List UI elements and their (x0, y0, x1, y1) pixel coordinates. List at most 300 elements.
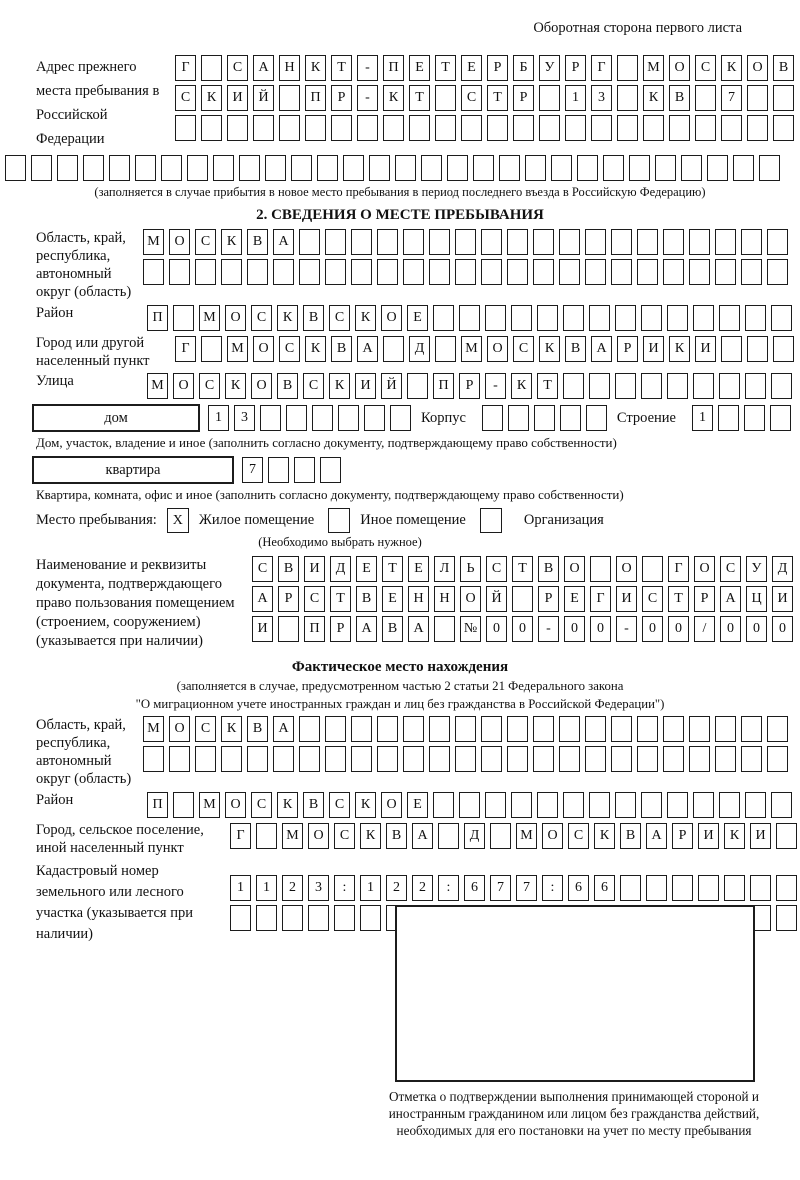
char-cell: В (538, 556, 559, 582)
char-cell: Е (564, 586, 585, 612)
char-cell (617, 55, 638, 81)
char-cell: В (331, 336, 352, 362)
char-cell: Т (435, 55, 456, 81)
char-cell: Е (407, 305, 428, 331)
char-cell: С (303, 373, 324, 399)
char-cell: - (357, 55, 378, 81)
prev-address-note: (заполняется в случае прибытия в новое место пребывания в период последнего въезда в Российскую Федерацию) (94, 185, 706, 199)
char-cell: - (538, 616, 559, 642)
char-cell: И (698, 823, 719, 849)
char-cell: Р (513, 85, 534, 111)
char-cell (278, 616, 299, 642)
char-cell (299, 259, 320, 285)
char-cell (745, 305, 766, 331)
char-cell: 1 (256, 875, 277, 901)
char-cell: К (329, 373, 350, 399)
char-cell: Й (486, 586, 507, 612)
char-cell (377, 716, 398, 742)
char-cell (585, 229, 606, 255)
char-cell (481, 229, 502, 255)
char-cell (667, 305, 688, 331)
char-cell (343, 155, 364, 181)
char-cell: Г (175, 336, 196, 362)
char-cell (615, 305, 636, 331)
char-row (252, 556, 793, 582)
char-cell: А (591, 336, 612, 362)
char-cell: Е (408, 556, 429, 582)
char-cell: К (277, 792, 298, 818)
actual-location-title: Фактическое место нахождения (291, 659, 509, 675)
char-cell: С (642, 586, 663, 612)
char-cell (109, 155, 130, 181)
char-cell: В (303, 792, 324, 818)
char-cell: Й (253, 85, 274, 111)
char-cell (646, 875, 667, 901)
char-cell (461, 115, 482, 141)
char-row (252, 586, 793, 612)
char-cell (741, 259, 762, 285)
korpus-cells (482, 405, 607, 431)
char-cell (741, 716, 762, 742)
house-note: Дом, участок, владение и иное (заполнить согласно документу, подтверждающему право собственности) (36, 435, 617, 450)
char-cell (407, 373, 428, 399)
char-cell: 2 (386, 875, 407, 901)
char-cell: С (720, 556, 741, 582)
char-cell (611, 259, 632, 285)
char-cell (143, 259, 164, 285)
char-cell (641, 792, 662, 818)
char-cell (403, 746, 424, 772)
char-cell: 6 (594, 875, 615, 901)
char-cell (559, 229, 580, 255)
char-cell (279, 115, 300, 141)
char-cell (641, 305, 662, 331)
char-cell (767, 259, 788, 285)
stay-type-option-organization: Организация (523, 512, 604, 528)
char-cell (247, 746, 268, 772)
char-cell: В (277, 373, 298, 399)
char-cell (377, 259, 398, 285)
char-cell (201, 55, 222, 81)
section2-title: 2. СВЕДЕНИЯ О МЕСТЕ ПРЕБЫВАНИЯ (256, 207, 544, 223)
char-cell (201, 115, 222, 141)
char-row (147, 792, 792, 818)
district-field (36, 305, 800, 331)
char-cell (334, 905, 355, 931)
char-cell: Р (278, 586, 299, 612)
char-cell: Д (464, 823, 485, 849)
char-cell (351, 716, 372, 742)
char-row (147, 373, 792, 399)
char-cell (611, 229, 632, 255)
char-cell (533, 746, 554, 772)
char-cell: Е (409, 55, 430, 81)
char-cell (637, 259, 658, 285)
char-cell (767, 746, 788, 772)
char-cell: / (694, 616, 715, 642)
char-cell (693, 305, 714, 331)
char-cell: 0 (590, 616, 611, 642)
char-cell (672, 875, 693, 901)
char-row (175, 336, 794, 362)
char-cell (698, 875, 719, 901)
actual-city-field (36, 821, 800, 857)
char-cell: К (201, 85, 222, 111)
char-cell (719, 373, 740, 399)
char-cell: Р (565, 55, 586, 81)
char-cell: И (355, 373, 376, 399)
stay-type-checkbox-organization (480, 508, 502, 533)
char-cell (282, 905, 303, 931)
char-cell: И (227, 85, 248, 111)
right-doc-label: Наименование и реквизиты документа, подтверждающего право пользования помещением (строением, сооружением) (указывается при наличии) (36, 557, 235, 649)
char-cell: А (357, 336, 378, 362)
char-cell (533, 259, 554, 285)
char-cell (221, 259, 242, 285)
char-cell (508, 405, 529, 431)
char-cell (747, 85, 768, 111)
char-cell: Р (459, 373, 480, 399)
char-cell (507, 229, 528, 255)
char-cell: У (746, 556, 767, 582)
char-cell (715, 746, 736, 772)
char-cell: О (381, 305, 402, 331)
right-doc-grid (252, 556, 793, 642)
char-cell (256, 905, 277, 931)
char-cell: В (773, 55, 794, 81)
char-cell (455, 716, 476, 742)
stay-type-checkbox-residential: X (167, 508, 189, 533)
char-cell (227, 115, 248, 141)
char-cell: К (539, 336, 560, 362)
apartment-note: Квартира, комната, офис и иное (заполнить согласно документу, подтверждающему право собственности) (36, 487, 624, 502)
char-cell (485, 792, 506, 818)
char-cell (455, 259, 476, 285)
char-cell: В (565, 336, 586, 362)
char-row (143, 259, 788, 285)
char-cell: М (282, 823, 303, 849)
char-cell: Т (331, 55, 352, 81)
char-cell (563, 792, 584, 818)
actual-district-field (36, 792, 800, 818)
char-cell (721, 336, 742, 362)
char-cell (695, 85, 716, 111)
char-cell: Т (487, 85, 508, 111)
char-cell: Н (279, 55, 300, 81)
char-cell: - (616, 616, 637, 642)
char-cell: С (195, 229, 216, 255)
char-cell (260, 405, 281, 431)
actual-region-label: Область, край, республика, автономный округ (область) (36, 717, 132, 787)
char-cell (351, 259, 372, 285)
char-cell: К (721, 55, 742, 81)
char-cell (265, 155, 286, 181)
char-cell (617, 115, 638, 141)
char-cell (681, 155, 702, 181)
char-cell: К (594, 823, 615, 849)
char-cell: С (251, 305, 272, 331)
actual-city-label: Город, сельское поселение, иной населенный пункт (36, 822, 204, 856)
char-cell: М (143, 716, 164, 742)
char-cell (175, 115, 196, 141)
char-cell: О (251, 373, 272, 399)
char-cell: Г (591, 55, 612, 81)
char-cell (317, 155, 338, 181)
back-side-note: Оборотная сторона первого листа (533, 20, 742, 36)
char-cell (771, 305, 792, 331)
char-cell (642, 556, 663, 582)
char-cell: 0 (486, 616, 507, 642)
char-cell (286, 405, 307, 431)
char-cell: 1 (565, 85, 586, 111)
city-label: Город или другой населенный пункт (36, 335, 150, 369)
char-cell: М (199, 792, 220, 818)
char-cell: 0 (642, 616, 663, 642)
char-cell: О (564, 556, 585, 582)
char-cell (629, 155, 650, 181)
char-cell: В (620, 823, 641, 849)
char-cell (745, 373, 766, 399)
char-cell (485, 305, 506, 331)
char-cell (617, 85, 638, 111)
char-cell (291, 155, 312, 181)
char-cell: К (355, 305, 376, 331)
char-cell (585, 746, 606, 772)
char-cell (507, 259, 528, 285)
char-cell (663, 229, 684, 255)
char-row (175, 55, 794, 81)
char-row (143, 716, 788, 742)
char-cell: П (383, 55, 404, 81)
char-cell (585, 259, 606, 285)
char-cell (620, 875, 641, 901)
char-cell: С (199, 373, 220, 399)
char-cell: А (720, 586, 741, 612)
char-cell (383, 115, 404, 141)
char-cell: К (724, 823, 745, 849)
char-cell (741, 746, 762, 772)
char-cell: К (221, 716, 242, 742)
char-cell (669, 115, 690, 141)
stay-type-label: Место пребывания: (36, 512, 157, 528)
char-cell: Р (487, 55, 508, 81)
char-cell (513, 115, 534, 141)
char-row (252, 616, 793, 642)
char-cell (655, 155, 676, 181)
char-cell: 1 (360, 875, 381, 901)
char-cell: 0 (772, 616, 793, 642)
char-cell (551, 155, 572, 181)
char-row (175, 115, 794, 141)
apartment-cells (242, 457, 341, 483)
char-row (143, 746, 788, 772)
char-cell: 7 (516, 875, 537, 901)
prev-address-grid (175, 55, 794, 141)
char-cell (325, 716, 346, 742)
char-cell (320, 457, 341, 483)
char-cell: 0 (512, 616, 533, 642)
prev-address-label: Адрес прежнего места пребывания в Российской Федерации (36, 59, 160, 147)
char-cell: И (695, 336, 716, 362)
char-cell: С (329, 792, 350, 818)
char-cell (537, 792, 558, 818)
street-field (36, 373, 800, 399)
char-cell (239, 155, 260, 181)
char-cell (589, 792, 610, 818)
korpus-label: Корпус (421, 409, 466, 426)
char-cell (589, 373, 610, 399)
char-cell: 7 (721, 85, 742, 111)
actual-location-note-1: (заполняется в случае, предусмотренном частью 2 статьи 21 Федерального закона (176, 679, 624, 693)
char-cell: К (221, 229, 242, 255)
char-cell (641, 373, 662, 399)
cadastral-label: Кадастровый номер земельного или лесного участка (указывается при наличии) (36, 863, 193, 942)
char-cell: К (277, 305, 298, 331)
char-cell: М (227, 336, 248, 362)
char-cell: С (279, 336, 300, 362)
char-cell (511, 792, 532, 818)
char-cell: 3 (234, 405, 255, 431)
char-cell (173, 305, 194, 331)
char-cell: П (147, 305, 168, 331)
char-cell: С (227, 55, 248, 81)
char-cell (767, 716, 788, 742)
char-cell: Р (538, 586, 559, 612)
char-cell: М (143, 229, 164, 255)
char-cell (161, 155, 182, 181)
char-cell: П (305, 85, 326, 111)
char-cell (744, 405, 765, 431)
char-cell: Е (461, 55, 482, 81)
char-cell (776, 875, 797, 901)
char-cell (770, 405, 791, 431)
char-cell: Й (381, 373, 402, 399)
char-cell: М (516, 823, 537, 849)
char-cell (611, 746, 632, 772)
char-cell: П (433, 373, 454, 399)
prev-address-field (36, 55, 800, 151)
char-cell (325, 259, 346, 285)
char-cell: С (175, 85, 196, 111)
char-cell: М (147, 373, 168, 399)
char-cell (776, 823, 797, 849)
char-cell (331, 115, 352, 141)
char-cell (487, 115, 508, 141)
char-cell (667, 373, 688, 399)
char-cell (565, 115, 586, 141)
stay-type-row (36, 508, 800, 533)
char-cell (279, 85, 300, 111)
char-cell (429, 229, 450, 255)
char-cell (57, 155, 78, 181)
char-cell (525, 155, 546, 181)
char-cell (533, 716, 554, 742)
char-cell (338, 405, 359, 431)
char-cell (773, 85, 794, 111)
char-cell: Н (408, 586, 429, 612)
char-cell (747, 115, 768, 141)
char-cell: И (304, 556, 325, 582)
char-cell: С (329, 305, 350, 331)
char-cell: 1 (230, 875, 251, 901)
char-cell (377, 229, 398, 255)
char-cell (534, 405, 555, 431)
char-cell (360, 905, 381, 931)
char-cell: Р (672, 823, 693, 849)
char-cell: П (304, 616, 325, 642)
char-cell: 3 (591, 85, 612, 111)
char-cell (429, 716, 450, 742)
char-cell: - (485, 373, 506, 399)
char-cell (390, 405, 411, 431)
char-cell: В (303, 305, 324, 331)
region-field (36, 229, 800, 301)
char-cell: В (247, 229, 268, 255)
char-cell: Т (382, 556, 403, 582)
char-cell (403, 229, 424, 255)
char-cell (299, 229, 320, 255)
char-cell (435, 85, 456, 111)
char-cell (403, 259, 424, 285)
char-cell (689, 746, 710, 772)
char-cell: Р (330, 616, 351, 642)
char-cell (351, 229, 372, 255)
stroenie-cells (692, 405, 791, 431)
char-cell (585, 716, 606, 742)
char-cell (438, 823, 459, 849)
char-cell: А (253, 55, 274, 81)
char-cell: И (252, 616, 273, 642)
char-cell: : (438, 875, 459, 901)
district-label: Район (36, 305, 74, 321)
char-cell (715, 716, 736, 742)
char-cell (377, 746, 398, 772)
region-grid (143, 229, 788, 285)
char-cell (435, 115, 456, 141)
char-cell (637, 229, 658, 255)
char-cell: В (356, 586, 377, 612)
char-cell: М (461, 336, 482, 362)
char-cell (707, 155, 728, 181)
char-cell: Д (330, 556, 351, 582)
char-cell (459, 305, 480, 331)
char-cell: 7 (242, 457, 263, 483)
char-cell: С (486, 556, 507, 582)
char-cell (169, 259, 190, 285)
stay-type-checkbox-other (328, 508, 350, 533)
char-cell: Р (617, 336, 638, 362)
char-cell (273, 259, 294, 285)
stroenie-label: Строение (616, 409, 676, 426)
char-cell: О (694, 556, 715, 582)
char-cell (577, 155, 598, 181)
char-cell (539, 115, 560, 141)
char-cell (715, 259, 736, 285)
char-cell: К (511, 373, 532, 399)
char-cell: Е (407, 792, 428, 818)
char-cell: 0 (720, 616, 741, 642)
char-cell: О (169, 716, 190, 742)
char-cell (357, 115, 378, 141)
char-cell (695, 115, 716, 141)
char-row (143, 229, 788, 255)
char-cell: С (461, 85, 482, 111)
house-number-cells (208, 405, 411, 431)
char-cell (325, 229, 346, 255)
char-cell: Р (694, 586, 715, 612)
char-cell: К (643, 85, 664, 111)
char-cell (759, 155, 780, 181)
